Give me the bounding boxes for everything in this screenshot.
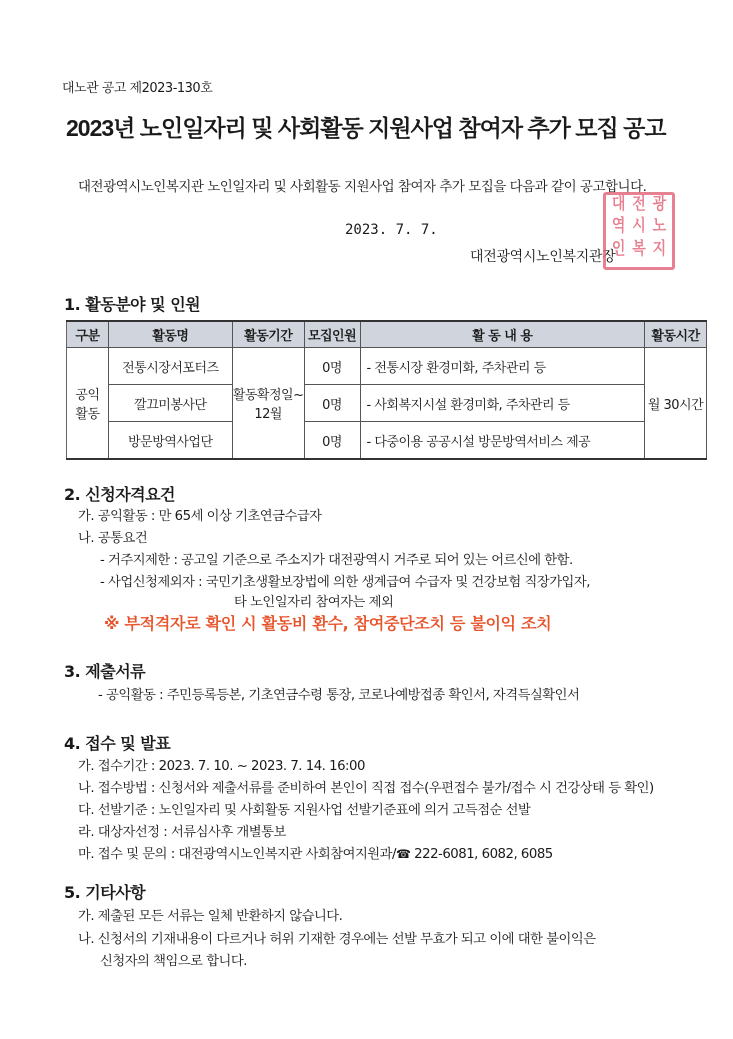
period-cell [232, 348, 304, 460]
section-heading-documents: 3. 제출서류 [64, 662, 146, 681]
header-recruit-count: 모집인원 [304, 321, 360, 348]
eligibility-sub-item-cont: 타 노인일자리 참여자는 제외 [234, 595, 394, 610]
misc-item: 나. 신청서의 기재내용이 다르거나 허위 기재한 경우에는 선발 무효가 되고 이에 대한 불이익은 [78, 932, 596, 947]
activity-name-cell: 전통시장서포터즈 [108, 348, 232, 385]
hours-cell: 월 30시간 [645, 348, 707, 460]
table-row [67, 385, 707, 422]
document-date: 2023. 7. 7. [345, 222, 438, 238]
seal-char: 광 [652, 194, 667, 214]
table-row [67, 422, 707, 460]
section-heading-application: 4. 접수 및 발표 [64, 734, 171, 753]
official-seal-stamp [603, 192, 675, 270]
application-item: 가. 접수기간 : 2023. 7. 10. ~ 2023. 7. 14. 16:00 [78, 759, 365, 774]
contact-prefix: 마. 접수 및 문의 : 대전광역시노인복지관 사회참여지원과/ [78, 847, 396, 862]
header-category: 구분 [67, 321, 109, 348]
header-content: 활 동 내 용 [360, 321, 645, 348]
recruit-count-cell: 0명 [304, 422, 360, 460]
eligibility-item: 가. 공익활동 : 만 65세 이상 기초연금수급자 [78, 509, 322, 524]
seal-char: 전 [632, 194, 646, 214]
issuer-name: 대전광역시노인복지관장 [470, 249, 616, 265]
eligibility-sub-item: - 사업신청제외자 : 국민기초생활보장법에 의한 생계급여 수급자 및 건강보험 직장가입자, [100, 575, 590, 590]
intro-text: 대전광역시노인복지관 노인일자리 및 사회활동 지원사업 참여자 추가 모집을 다음과 같이 공고합니다. [78, 179, 647, 195]
seal-char: 시 [632, 216, 646, 237]
contact-numbers: 222-6081, 6082, 6085 [410, 847, 553, 862]
seal-char: 지 [652, 239, 667, 259]
header-period: 활동기간 [232, 321, 304, 348]
seal-char: 역 [611, 216, 626, 237]
recruit-count-cell: 0명 [304, 385, 360, 422]
category-line: 활동 [75, 407, 100, 422]
eligibility-sub-item: - 거주지제한 : 공고일 기준으로 주소지가 대전광역시 거주로 되어 있는 어르신에 한함. [100, 553, 573, 568]
activity-name-cell: 깔끄미봉사단 [108, 385, 232, 422]
header-activity-name: 활동명 [108, 321, 232, 348]
section-heading-activity: 1. 활동분야 및 인원 [64, 295, 201, 314]
phone-icon: ☎ [395, 847, 411, 861]
table-row [67, 348, 707, 385]
document-number: 대노관 공고 제2023-130호 [62, 81, 213, 96]
header-hours: 활동시간 [645, 321, 707, 348]
seal-char: 노 [652, 216, 667, 237]
period-line: 활동확정일~ [232, 388, 304, 403]
misc-item: 가. 제출된 모든 서류는 일체 반환하지 않습니다. [78, 909, 343, 924]
eligibility-item: 나. 공통요건 [78, 531, 148, 546]
document-title: 2023년 노인일자리 및 사회활동 지원사업 참여자 추가 모집 공고 [66, 115, 666, 141]
documents-item: - 공익활동 : 주민등록등본, 기초연금수령 통장, 코로나예방접종 확인서, 자격득실확인서 [98, 688, 580, 703]
category-line: 공익 [75, 388, 100, 403]
section-heading-misc: 5. 기타사항 [64, 883, 146, 902]
ineligibility-warning: ※ 부적격자로 확인 시 활동비 환수, 참여중단조치 등 불이익 조치 [104, 614, 552, 633]
period-line: 12월 [254, 407, 282, 422]
seal-char: 대 [611, 194, 626, 214]
seal-char: 복 [632, 239, 646, 259]
misc-item-cont: 신청자의 책임으로 합니다. [100, 954, 247, 969]
section-heading-eligibility: 2. 신청자격요건 [64, 485, 176, 504]
activity-table [66, 320, 707, 460]
application-item: 다. 선발기준 : 노인일자리 및 사회활동 지원사업 선발기준표에 의거 고득점순 선발 [78, 803, 531, 818]
content-cell: - 전통시장 환경미화, 주차관리 등 [360, 348, 645, 385]
application-item: 나. 접수방법 : 신청서와 제출서류를 준비하여 본인이 직접 접수(우편접수 불가/접수 시 건강상태 등 확인) [78, 781, 654, 796]
content-cell: - 다중이용 공공시설 방문방역서비스 제공 [360, 422, 645, 460]
application-item: 라. 대상자선정 : 서류심사후 개별통보 [78, 825, 286, 840]
seal-char: 인 [611, 239, 626, 259]
recruit-count-cell: 0명 [304, 348, 360, 385]
contact-item [78, 843, 553, 862]
category-cell [67, 348, 109, 460]
activity-name-cell: 방문방역사업단 [108, 422, 232, 460]
content-cell: - 사회복지시설 환경미화, 주차관리 등 [360, 385, 645, 422]
table-header-row [67, 321, 707, 348]
